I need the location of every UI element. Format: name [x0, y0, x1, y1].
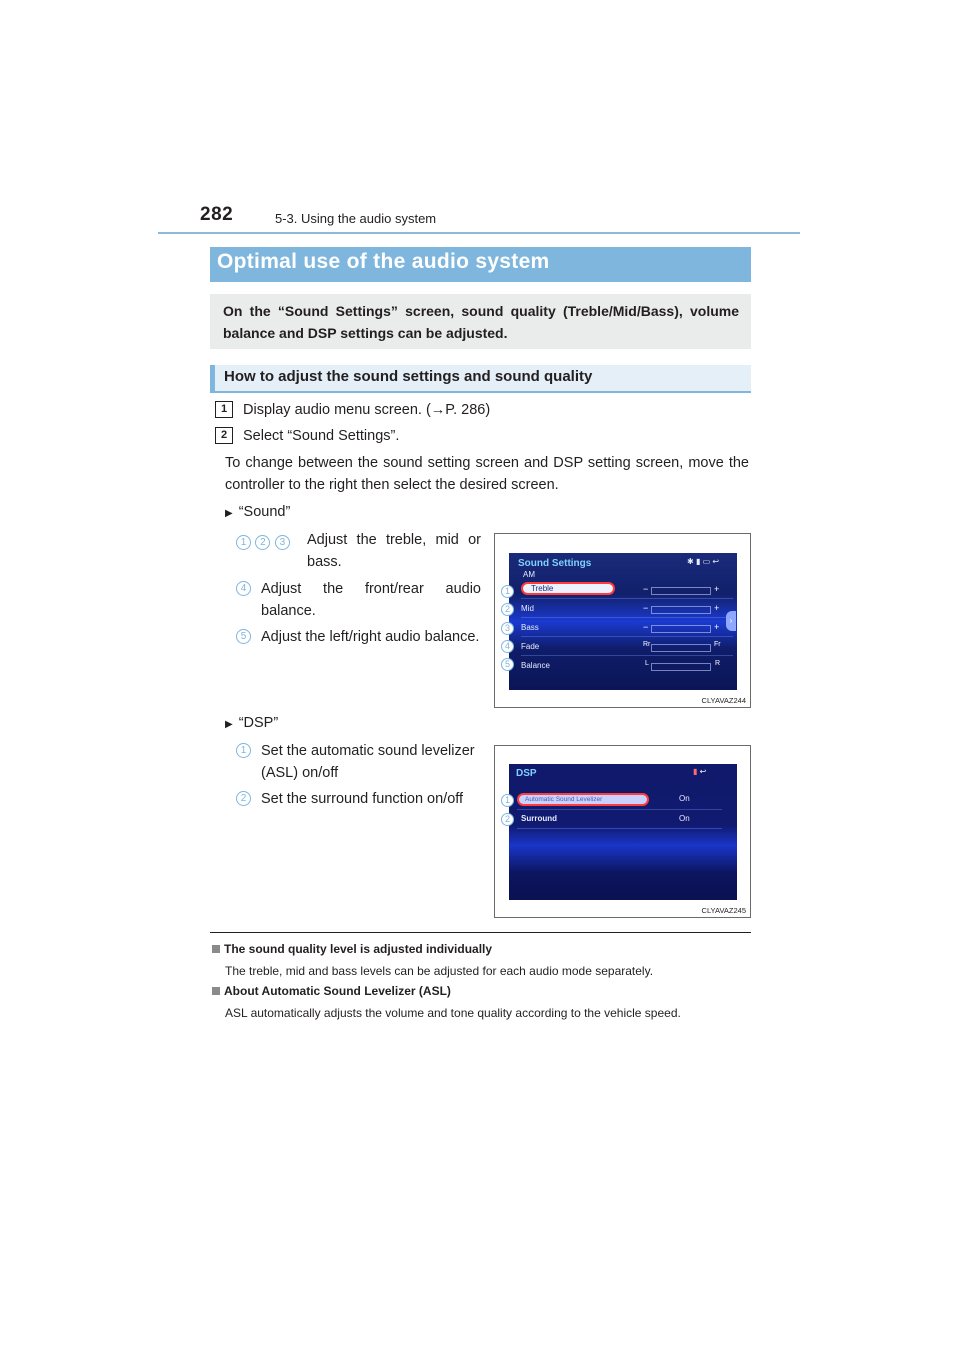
- sound-label: “Sound”: [238, 504, 291, 520]
- triangle-icon: ▶: [225, 508, 233, 519]
- level-bar: [651, 587, 711, 595]
- square-bullet-icon: [212, 987, 220, 995]
- row-label: Mid: [521, 604, 534, 613]
- subheading: How to adjust the sound settings and sound quality: [224, 368, 593, 385]
- page-title: Optimal use of the audio system: [217, 250, 550, 273]
- row-surround[interactable]: [517, 812, 722, 829]
- row-label: Fade: [521, 642, 540, 651]
- dsp-item-2-text: Set the surround function on/off: [261, 791, 464, 807]
- row-value: On: [679, 814, 690, 823]
- square-bullet-icon: [212, 945, 220, 953]
- figure-code: CLYAVAZ244: [701, 696, 746, 705]
- bluetooth-icon: ✱: [687, 557, 694, 566]
- row-label: Automatic Sound Levelizer: [517, 793, 649, 806]
- notes-rule: [210, 932, 751, 933]
- note-heading-text: The sound quality level is adjusted individually: [224, 942, 493, 956]
- callout-number: 3: [501, 622, 514, 635]
- callout-number: 4: [501, 640, 514, 653]
- status-icons: [693, 767, 706, 776]
- sound-label-row: [225, 501, 290, 525]
- sound-item-3-text: Adjust the left/right audio balance.: [261, 629, 480, 645]
- circled-number: 3: [275, 535, 290, 550]
- row-label: Balance: [521, 661, 550, 670]
- circled-number: 4: [236, 581, 251, 596]
- fade-left-label: Rr: [643, 641, 651, 648]
- signal-icon: ▮: [695, 557, 701, 566]
- step-2-text: Select “Sound Settings”.: [243, 428, 400, 444]
- level-bar: [651, 606, 711, 614]
- screen-title: DSP: [516, 768, 537, 779]
- plus-icon: +: [714, 622, 720, 632]
- plus-icon: +: [714, 584, 720, 594]
- row-balance[interactable]: [521, 658, 733, 675]
- row-mid[interactable]: [521, 601, 733, 618]
- plus-icon: +: [714, 603, 720, 613]
- row-bass[interactable]: [521, 620, 733, 637]
- battery-icon: ▭: [702, 557, 711, 566]
- sound-settings-screen: [509, 553, 737, 690]
- back-icon: ↩: [699, 767, 707, 776]
- row-treble[interactable]: [521, 582, 733, 599]
- row-asl[interactable]: [517, 793, 722, 810]
- step-1-text: Display audio menu screen. (→P. 286): [243, 402, 491, 418]
- note-1-heading: [212, 942, 492, 956]
- callout-number: 1: [501, 585, 514, 598]
- phone-icon: ▮: [693, 767, 698, 776]
- intro-text: On the “Sound Settings” screen, sound quality (Treble/Mid/Bass), volume balance and DSP settings can be adjusted.: [223, 303, 739, 341]
- dsp-settings-screen: [509, 764, 737, 900]
- figure-code: CLYAVAZ245: [701, 906, 746, 915]
- sound-item-2-text: Adjust the front/rear audio balance.: [261, 581, 481, 619]
- status-icons: [687, 557, 719, 566]
- sound-item-1-nums: [236, 532, 290, 550]
- note-1-body: The treble, mid and bass levels can be adjusted for each audio mode separately.: [225, 964, 654, 978]
- sound-screen-figure: [494, 533, 751, 708]
- circled-number: 5: [236, 629, 251, 644]
- chevron-right-icon[interactable]: ›: [726, 611, 736, 631]
- level-bar: [651, 644, 711, 652]
- intro-box: [210, 294, 751, 349]
- balance-left-label: L: [645, 660, 649, 667]
- page-number: 282: [200, 204, 234, 225]
- callout-number: 2: [501, 813, 514, 826]
- note-2-body: ASL automatically adjusts the volume and tone quality according to the vehicle speed.: [225, 1006, 681, 1020]
- circled-number: 2: [236, 791, 251, 806]
- dsp-label: “DSP”: [238, 715, 279, 731]
- source-label: AM: [523, 570, 535, 579]
- level-bar: [651, 663, 711, 671]
- dsp-label-row: [225, 712, 278, 736]
- circled-number: 2: [255, 535, 270, 550]
- note-2-heading: [212, 984, 451, 998]
- balance-right-label: R: [715, 660, 721, 667]
- minus-icon: −: [643, 584, 649, 594]
- step-badge-1: 1: [215, 401, 233, 418]
- step-2-note: To change between the sound setting screen and DSP setting screen, move the controller to the right then select the desired screen.: [225, 455, 749, 493]
- callout-number: 5: [501, 658, 514, 671]
- fade-right-label: Fr: [714, 641, 721, 648]
- circled-number: 1: [236, 743, 251, 758]
- dsp-screen-figure: [494, 745, 751, 918]
- screen-title: Sound Settings: [518, 558, 592, 569]
- row-label: Bass: [521, 623, 539, 632]
- minus-icon: −: [643, 603, 649, 613]
- minus-icon: −: [643, 622, 649, 632]
- back-icon: ↩: [712, 557, 720, 566]
- step-badge-2: 2: [215, 427, 233, 444]
- row-label: Surround: [521, 814, 557, 823]
- callout-number: 1: [501, 794, 514, 807]
- level-bar: [651, 625, 711, 633]
- row-value: On: [679, 794, 690, 803]
- sound-item-1-text: Adjust the treble, mid or bass.: [307, 532, 481, 570]
- triangle-icon: ▶: [225, 719, 233, 730]
- row-fade[interactable]: [521, 639, 733, 656]
- dsp-item-1-text: Set the automatic sound levelizer (ASL) on/off: [261, 743, 475, 781]
- callout-number: 2: [501, 603, 514, 616]
- header-rule: [158, 232, 800, 234]
- circled-number: 1: [236, 535, 251, 550]
- note-heading-text: About Automatic Sound Levelizer (ASL): [224, 984, 451, 998]
- section-title: 5-3. Using the audio system: [275, 211, 437, 226]
- row-label: Treble: [521, 582, 615, 595]
